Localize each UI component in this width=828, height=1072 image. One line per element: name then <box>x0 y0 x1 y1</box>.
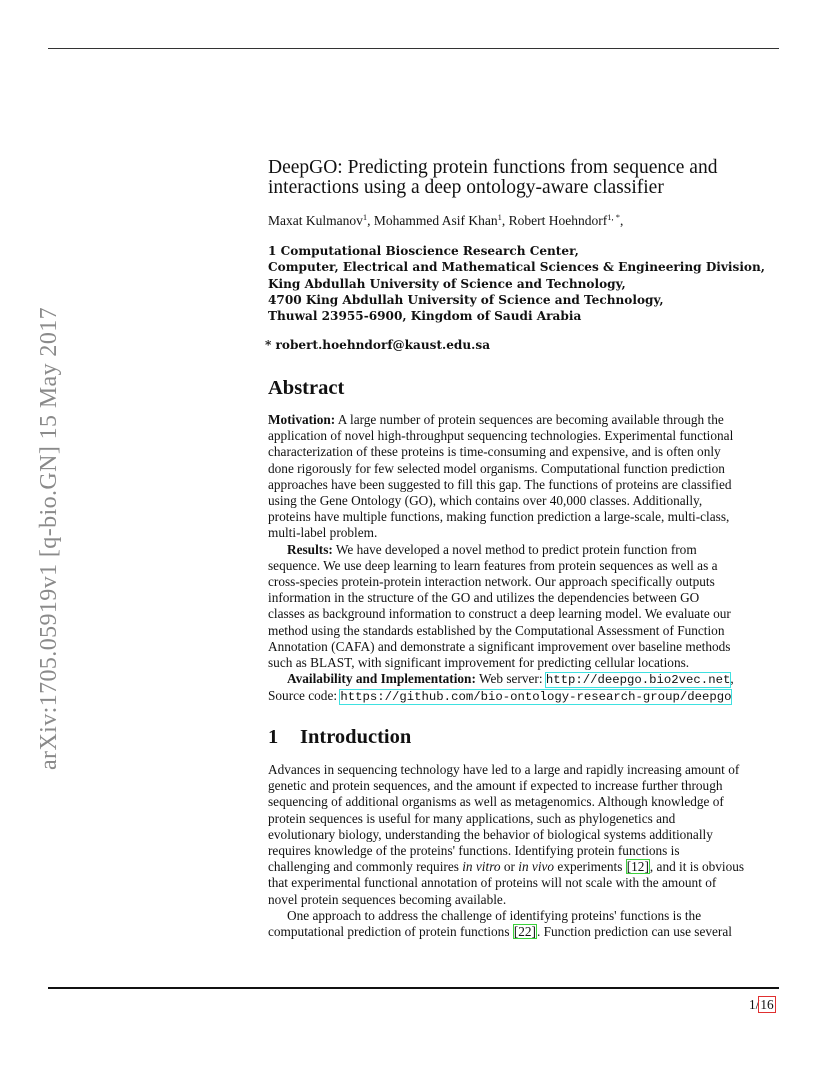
intro-line: genetic and protein sequences, and the amount if expected to increase further through <box>268 778 723 794</box>
abstract-line: such as BLAST, with significant improvement for predicting cellular locations. <box>268 655 690 671</box>
author-affiliation-mark: 1 <box>497 212 502 222</box>
abstract-line <box>268 542 782 558</box>
section-title: Introduction <box>300 726 412 748</box>
arxiv-stamp: arXiv:1705.05919v1 [q-bio.GN] 15 May 2017 <box>36 306 62 770</box>
results-label: Results: <box>287 541 333 557</box>
abstract-text: Web server: <box>475 671 546 687</box>
abstract-line: cross-species protein-protein interaction network. Our approach specifically outputs <box>268 574 715 590</box>
abstract-line: application of novel high-throughput sequencing technologies. Experimental functional <box>268 428 734 444</box>
in-vitro-term: in vitro <box>462 859 501 875</box>
intro-text: or <box>500 859 519 875</box>
intro-line <box>268 924 782 940</box>
citation-link[interactable]: [22] <box>513 924 536 940</box>
abstract-line: Availability and Implementation: Web server: http://deepgo.bio2vec.net, <box>287 671 734 688</box>
author-name: Maxat Kulmanov <box>268 213 363 228</box>
abstract-line: characterization of these proteins is time-consuming and expensive, and is often only <box>268 444 721 460</box>
intro-text: challenging and commonly requires <box>268 859 463 875</box>
abstract-body <box>268 412 782 706</box>
abstract-line: proteins have multiple functions, making function prediction a large-scale, multi-class, <box>268 509 730 525</box>
intro-line: requires knowledge of the proteins' functions. Identifying protein functions is <box>268 843 680 859</box>
abstract-line: method using the standards established by the Computational Assessment of Function <box>268 622 725 638</box>
web-server-link[interactable]: http://deepgo.bio2vec.net <box>545 673 731 688</box>
total-pages-link[interactable]: 16 <box>760 997 774 1012</box>
abstract-line: classes as background information to construct a deep learning model. We evaluate our <box>268 606 731 622</box>
abstract-line <box>268 412 782 428</box>
author-affiliation-mark: 1 <box>362 212 368 222</box>
abstract-line <box>268 688 782 705</box>
abstract-heading: Abstract <box>268 377 345 399</box>
intro-text: experiments <box>554 859 626 875</box>
intro-line: One approach to address the challenge of identifying proteins' functions is the <box>287 907 702 923</box>
intro-line: Advances in sequencing technology have led to a large and rapidly increasing amount of <box>268 762 740 777</box>
intro-text: computational prediction of protein functions <box>268 924 513 940</box>
abstract-text: A large number of protein sequences are becoming available through the <box>335 412 724 427</box>
in-vivo-term: in vivo <box>518 859 555 875</box>
affiliation-line: King Abdullah University of Science and Technology, <box>268 276 626 291</box>
intro-line: novel protein sequences becoming available. <box>268 891 507 907</box>
title-line: DeepGO: Predicting protein functions from sequence and <box>268 157 718 178</box>
abstract-line: Annotation (CAFA) and demonstrate a significant improvement over baseline methods <box>268 638 731 654</box>
intro-line: protein sequences is useful for many applications, such as phylogenetics and <box>268 810 676 826</box>
abstract-line: approaches have been suggested to fill this gap. The functions of proteins are classified <box>268 476 732 492</box>
header-rule <box>48 48 779 49</box>
abstract-line: information in the structure of the GO and utilizes the dependencies between GO <box>268 590 700 606</box>
intro-text: . Function prediction can use several <box>536 924 732 940</box>
introduction-body <box>268 762 782 940</box>
page-separator: / <box>755 997 760 1012</box>
paper-title <box>268 158 782 198</box>
availability-label: Availability and Implementation: <box>287 671 476 687</box>
motivation-label: Motivation: <box>268 412 336 427</box>
title-line: interactions using a deep ontology-aware classifier <box>268 177 664 198</box>
citation-link[interactable]: [12] <box>626 859 649 875</box>
section-number: 1 <box>268 726 279 748</box>
author-name: Robert Hoehndorf <box>508 213 608 228</box>
abstract-line: done rigorously for few selected model organisms. Computational function prediction <box>268 460 725 476</box>
intro-line: evolutionary biology, understanding the behavior of biological systems additionally <box>268 826 713 842</box>
affiliation-block <box>268 243 782 324</box>
affiliation-line: 1 Computational Bioscience Research Center, <box>268 244 579 258</box>
page-number <box>749 997 775 1013</box>
current-page: 1 <box>749 997 756 1012</box>
abstract-text: We have developed a novel method to predict protein function from <box>332 541 697 557</box>
author-list: Maxat Kulmanov$^1$, Mohammed Asif Khan$^1$, Robert Hoehndorf$^{1, *}$, <box>268 212 624 228</box>
intro-line: sequencing of additional organisms as well as metagenomics. Although knowledge of <box>268 794 724 810</box>
intro-line: that experimental functional annotation of proteins will not scale with the amount of <box>268 875 717 891</box>
abstract-line: using the Gene Ontology (GO), which contains over 40,000 classes. Additionally, <box>268 493 703 509</box>
abstract-text: Source code: <box>268 688 341 704</box>
affiliation-line: Thuwal 23955-6900, Kingdom of Saudi Arabia <box>268 309 582 324</box>
corresponding-email: * robert.hoehndorf@kaust.edu.sa <box>265 338 491 352</box>
author-affiliation-mark: 1, * <box>607 212 620 222</box>
abstract-line: multi-label problem. <box>268 525 378 541</box>
author-name: Mohammed Asif Khan <box>373 213 498 228</box>
affiliation-line: 4700 King Abdullah University of Science and Technology, <box>268 292 664 307</box>
intro-text: , and it is obvious <box>649 859 745 875</box>
source-code-link[interactable]: https://github.com/bio-ontology-research-group/deepgo <box>340 690 732 705</box>
footer-rule <box>48 987 779 989</box>
abstract-line: sequence. We use deep learning to learn features from protein sequences as well as a <box>268 557 718 573</box>
introduction-heading <box>268 726 411 749</box>
intro-line <box>268 859 782 875</box>
affiliation-line: Computer, Electrical and Mathematical Sciences & Engineering Division, <box>268 260 765 275</box>
